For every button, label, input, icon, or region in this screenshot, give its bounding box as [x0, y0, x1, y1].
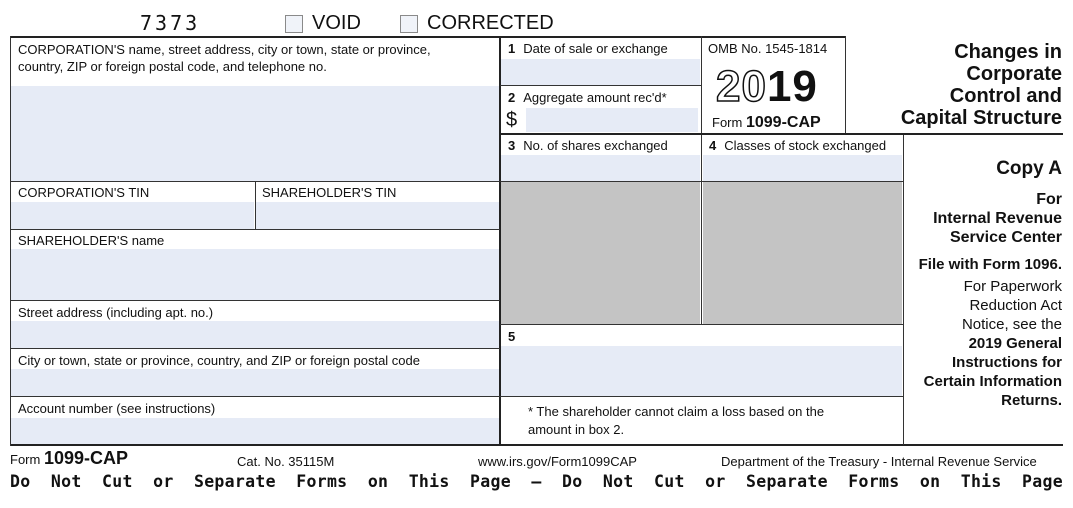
omb-number: OMB No. 1545-1814 — [708, 41, 828, 56]
void-label: VOID — [312, 12, 361, 34]
center-divider — [499, 36, 501, 445]
footer-form-name — [10, 448, 128, 469]
footnote-line1: * The shareholder cannot claim a loss based on the — [528, 404, 825, 419]
box3-shares-field[interactable] — [501, 155, 700, 181]
row3-line-left — [10, 181, 500, 182]
row3-line-right — [500, 181, 904, 182]
corporation-tin-label: CORPORATION'S TIN — [18, 185, 150, 200]
corrected-checkbox[interactable] — [400, 15, 418, 33]
shareholder-name-label: SHAREHOLDER'S name — [18, 233, 165, 248]
tax-year-bold: 19 — [766, 62, 818, 111]
box4-number: 4 — [709, 138, 717, 153]
box4-classes-field[interactable] — [703, 155, 902, 181]
irs-line1: Internal Revenue — [933, 210, 1062, 227]
tin-divider — [255, 181, 256, 229]
box1-label-text: Date of sale or exchange — [523, 41, 668, 56]
corporation-tin-field[interactable] — [11, 202, 254, 229]
city-label: City or town, state or province, country, and ZIP or foreign postal code — [18, 353, 420, 368]
box5-label — [508, 328, 523, 345]
street-address-label: Street address (including apt. no.) — [18, 305, 214, 320]
paperwork-line1: For Paperwork — [963, 278, 1062, 295]
box1-label — [508, 40, 668, 57]
box2-amount-field[interactable] — [526, 108, 698, 132]
catalog-number: Cat. No. 35115M — [237, 454, 335, 469]
shareholder-tin-label: SHAREHOLDER'S TIN — [262, 185, 397, 200]
form-title-line2: Corporate — [966, 63, 1062, 85]
account-number-label: Account number (see instructions) — [18, 401, 216, 416]
irs-line2: Service Center — [949, 229, 1062, 246]
box3-label-text: No. of shares exchanged — [523, 138, 668, 153]
void-checkbox[interactable] — [285, 15, 303, 33]
paperwork-line3: Notice, see the — [961, 316, 1062, 333]
box1-date-field[interactable] — [501, 59, 700, 85]
box1-number: 1 — [508, 41, 516, 56]
street-address-field[interactable] — [11, 321, 499, 348]
form-bottom-border — [10, 444, 1063, 446]
street-bottom-line — [10, 348, 500, 349]
irs-website: www.irs.gov/Form1099CAP — [478, 454, 637, 469]
paperwork-line4: 2019 General — [968, 335, 1062, 352]
box5-top-line — [500, 324, 904, 325]
footer-form-prefix: Form — [10, 452, 41, 467]
tax-year — [716, 62, 818, 112]
tax-year-outline: 20 — [716, 62, 767, 111]
box3-right-border — [701, 134, 702, 325]
box2-label — [508, 89, 667, 106]
form-title-line1: Changes in — [954, 41, 1062, 63]
account-number-field[interactable] — [11, 418, 499, 444]
corporation-name-field[interactable] — [11, 86, 499, 181]
form-title — [901, 41, 1062, 129]
omb-form-title: 1099-CAP — [745, 114, 821, 131]
city-bottom-line — [10, 396, 904, 397]
box2-label-text: Aggregate amount rec'd* — [523, 90, 667, 105]
omb-form-name — [712, 114, 821, 132]
box2-number: 2 — [508, 90, 516, 105]
box4-label-text: Classes of stock exchanged — [724, 138, 887, 153]
paperwork-line6: Certain Information — [923, 373, 1062, 390]
paperwork-line7: Returns. — [1001, 392, 1062, 409]
paperwork-line5: Instructions for — [951, 354, 1062, 371]
form-title-line3: Control and — [949, 85, 1062, 107]
form-code: 7373 — [140, 11, 201, 35]
omb-right-border — [845, 36, 846, 134]
form-top-border — [10, 36, 846, 38]
box3-number: 3 — [508, 138, 516, 153]
row2-line — [500, 133, 1063, 135]
city-field[interactable] — [11, 369, 499, 396]
do-not-cut-notice: Do Not Cut or Separate Forms on This Page — Do Not Cut or Separate Forms on This Page — [10, 472, 1063, 491]
box5-number: 5 — [508, 329, 516, 344]
omb-form-prefix: Form — [712, 115, 743, 130]
shareholder-name-field[interactable] — [11, 249, 499, 300]
tin-bottom-line — [10, 229, 500, 230]
shareholder-tin-field[interactable] — [256, 202, 499, 229]
file-with-1096: File with Form 1096. — [918, 256, 1062, 273]
paperwork-line2: Reduction Act — [969, 297, 1062, 314]
for-label: For — [1036, 191, 1062, 208]
box4-label — [709, 137, 886, 154]
box1-bottom-line — [500, 85, 702, 86]
corrected-label: CORRECTED — [427, 12, 554, 34]
box3-shaded-area — [501, 182, 700, 324]
footer-form-title: 1099-CAP — [43, 448, 129, 468]
irs-destination — [933, 190, 1062, 247]
name-bottom-line — [10, 300, 500, 301]
box4-shaded-area — [703, 182, 902, 324]
copy-a-label: Copy A — [996, 158, 1062, 179]
box5-field[interactable] — [501, 346, 902, 396]
paperwork-notice — [924, 277, 1062, 410]
left-border — [10, 36, 11, 446]
corporation-name-label-line1: CORPORATION'S name, street address, city or town, state or province, — [18, 42, 431, 57]
department-label: Department of the Treasury - Internal Revenue Service — [721, 454, 1037, 469]
corporation-name-label-line2: country, ZIP or foreign postal code, and telephone no. — [18, 59, 327, 74]
dollar-sign: $ — [506, 109, 518, 131]
box3-label — [508, 137, 668, 154]
footnote-line2: amount in box 2. — [528, 422, 625, 437]
form-title-line4: Capital Structure — [900, 107, 1062, 129]
